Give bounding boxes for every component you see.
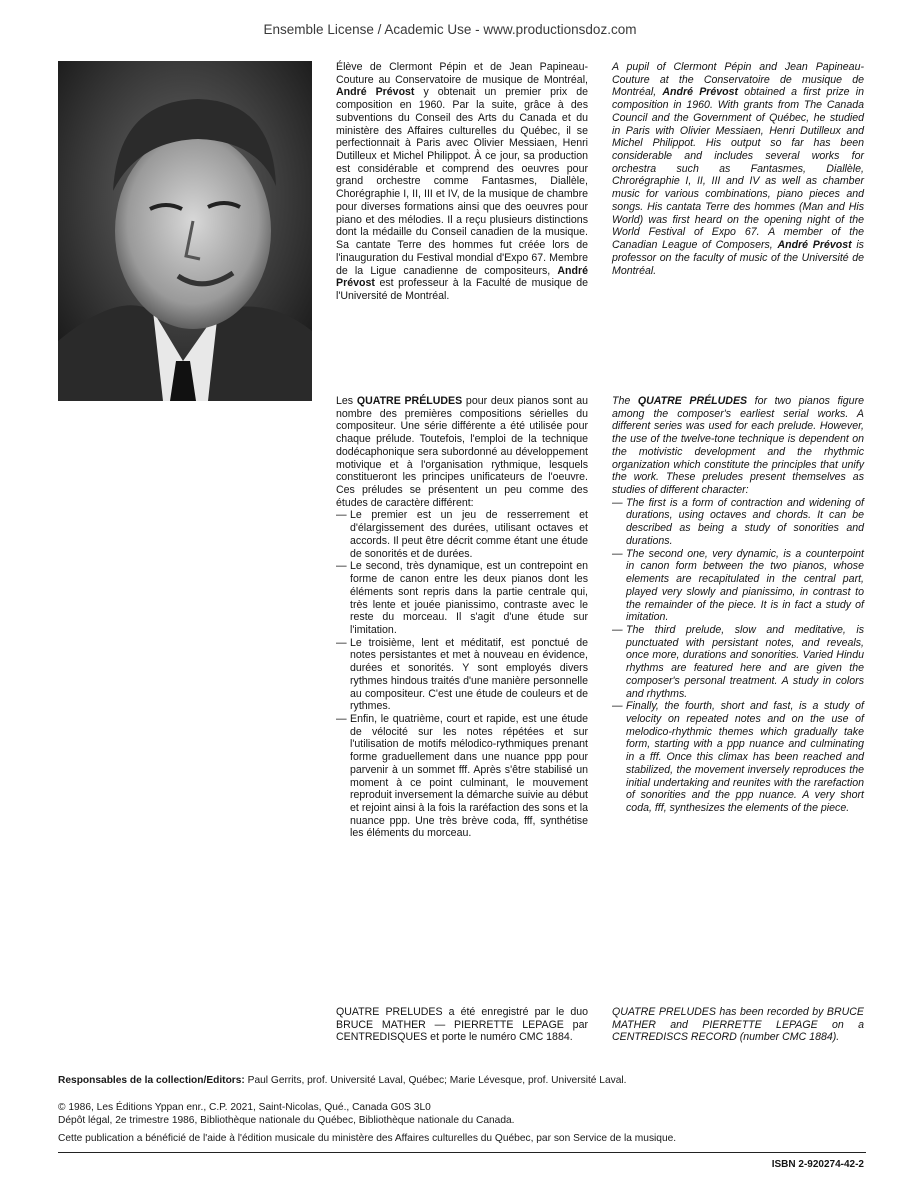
composer-name: André Prévost — [662, 86, 739, 99]
preludes-english — [612, 395, 864, 815]
preludes-french — [336, 395, 588, 840]
bio-english — [612, 61, 864, 277]
list-item: — The second one, very dynamic, is a counterpoint in canon form between the two pianos, whose elements are recapitulated in the central part, played very slowly and pianissimo, in contrast to the remainder of the piece. It is in fact a study of imitation. — [612, 548, 864, 624]
divider — [58, 1152, 866, 1153]
bio-fr-text-b: y obtenait un premier prix de composition en 1960. Par la suite, grâce à des subventions du Conseil des Arts du Canada et du ministère des Affaires culturelles du Québec, il se perfectionnait à Paris avec Olivier Messiaen, Henri Dutilleux et Michel Philippot. À ce jour, sa production est considérable et comprend des oeuvres pour grand orchestre comme Fantasmes, Diallèle, Chorégraphie I, II, III et IV, de la musique de chambre pour diverses formations ainsi que des oeuvres pour piano et des mélodies. Il a reçu plusieurs distinctions dont la médaille du Conseil canadien de la musique. Sa cantate Terre des hommes fut créée lors de l'inauguration du Festival mondial d'Expo 67. Membre de la Ligue canadienne de compositeurs, — [336, 86, 588, 277]
prel-en-text: for two pianos figure among the composer's earliest serial works. A different series was used for each prelude. However, the use of the twelve-tone technique is dependent on the motivistic development and the rhythmic organization which constitute the principles that unify the work. These preludes present themselves as studies of different character: — [612, 395, 864, 497]
funding-note: Cette publication a bénéficié de l'aide à l'édition musicale du ministère des Affaires culturelles du Québec, par son Service de la musique. — [58, 1133, 677, 1144]
list-item: — The third prelude, slow and meditative, is punctuated with persistant notes, and reveals, once more, durations and sonorities. Varied Hindu rhythms are featured here and are given the composer's personal treatment. A study in colors and rhythms. — [612, 624, 864, 700]
editors-label: Responsables de la collection/Editors: — [58, 1075, 245, 1086]
list-item: — Le troisième, lent et méditatif, est ponctué de notes persistantes et met à nouveau en évidence, durées et sonorités. Y sont employés divers rythmes hindous traités d'une manière personnelle au compositeur. C'est une étude de couleurs et de rythmes. — [336, 637, 588, 713]
bio-en-text-c: is professor on the faculty of music of the Université de Montréal. — [612, 239, 864, 277]
copyright-line: © 1986, Les Éditions Yppan enr., C.P. 2021, Saint-Nicolas, Qué., Canada G0S 3L0 — [58, 1102, 431, 1113]
composer-portrait-image — [58, 61, 312, 401]
legal-deposit-line: Dépôt légal, 2e trimestre 1986, Bibliothèque nationale du Québec, Bibliothèque nationale du Canada. — [58, 1115, 515, 1126]
bio-fr-text-a: Élève de Clermont Pépin et de Jean Papineau-Couture au Conservatoire de musique de Montréal, — [336, 61, 588, 86]
license-header: Ensemble License / Academic Use - www.productionsdoz.com — [263, 22, 637, 37]
recording-note-english: QUATRE PRELUDES has been recorded by BRUCE MATHER and PIERRETTE LEPAGE on a CENTREDISCS RECORD (number CMC 1884). — [612, 1006, 864, 1044]
work-title: QUATRE PRÉLUDES — [356, 395, 463, 407]
editors-line — [58, 1075, 868, 1087]
list-item: — Le premier est un jeu de resserrement et d'élargissement des durées, utilisant octaves et accords. Il peut être décrit comme étant une étude de sonorités et de durées. — [336, 509, 588, 560]
prel-fr-text: pour deux pianos sont au nombre des premières compositions sérielles du compositeur. Une série différente a été utilisée pour chaque prélude. Toutefois, l'emploi de la technique dodécaphonique sera subordonné au développement motivique et à l'organisation rythmique, lesquels constitueront les principes unificateurs de l'oeuvre. Ces préludes se présentent un peu comme des études de caractère différent: — [336, 395, 589, 509]
list-item: — Enfin, le quatrième, court et rapide, est une étude de vélocité sur les notes répétées et sur l'utilisation de motifs mélodico-rythmiques prenant forme graduellement dans une nuance ppp pour parvenir à un sommet fff. Après s'être stabilisé un moment à ce point culminant, le mouvement reproduit inversement la démarche suivie au début et rejoint ainsi à la fois la raréfaction des sons et la nuance ppp. Une très brève coda, fff, synthétise les éléments du morceau. — [336, 713, 588, 840]
list-item: — The first is a form of contraction and widening of durations, using octaves and chords. It can be described as being a study of sonorities and durations. — [612, 497, 864, 548]
bio-fr-text-c: est professeur à la Faculté de musique de l'Université de Montréal. — [336, 277, 588, 302]
list-item: — Le second, très dynamique, est un contrepoint en forme de canon entre les deux pianos dont les éléments sont repris dans la partie centrale qui, très lente et jouée pianissimo, contraste avec le reste du morceau. Il s'agit d'une étude sur l'imitation. — [336, 560, 588, 636]
bio-en-text-b: obtained a first prize in composition in 1960. With grants from The Canada Council and the Government of Québec, he studied in Paris with Olivier Messiaen, Henri Dutilleux and Michel Philippot. His output so far has been considerable and includes several works for orchestra such as Fantasmes, Diallèle, Chrorégraphie I, II, III and IV as well as chamber music for various combinations, piano pieces and songs. His cantata Terre des hommes (Man and His World) was first heard on the opening night of the World Festival of Expo 67. A member of the Canadian League of Composers, — [612, 86, 864, 252]
prelude-list-en — [612, 497, 864, 815]
composer-name: André Prévost — [336, 86, 415, 99]
prel-fr-intro: Les — [336, 395, 354, 407]
composer-name: André Prévost — [777, 239, 852, 252]
bio-french — [336, 61, 588, 303]
composer-name: André Prévost — [336, 264, 588, 290]
bio-en-text-a: A pupil of Clermont Pépin and Jean Papineau-Couture at the Conservatoire de musique de Montréal, — [612, 61, 864, 99]
list-item: — Finally, the fourth, short and fast, is a study of velocity on repeated notes and on the use of melodico-rhythmic themes which gradually take form, starting with a ppp nuance and culminating in a fff. Once this climax has been reached and stabilized, the movement inversely reproduces the initial undertaking and reunites with the rarefaction of sonorities and the ppp nuance. A very short coda, fff, synthesizes the elements of the piece. — [612, 700, 864, 814]
work-title: QUATRE PRÉLUDES — [637, 395, 748, 407]
editors-names: Paul Gerrits, prof. Université Laval, Québec; Marie Lévesque, prof. Université Laval. — [247, 1075, 627, 1086]
recording-note-french: QUATRE PRELUDES a été enregistré par le duo BRUCE MATHER — PIERRETTE LEPAGE par CENTREDISQUES et porte le numéro CMC 1884. — [336, 1006, 588, 1044]
prelude-list-fr — [336, 509, 588, 840]
prel-en-intro: The — [612, 395, 631, 407]
isbn: ISBN 2-920274-42-2 — [771, 1159, 864, 1170]
